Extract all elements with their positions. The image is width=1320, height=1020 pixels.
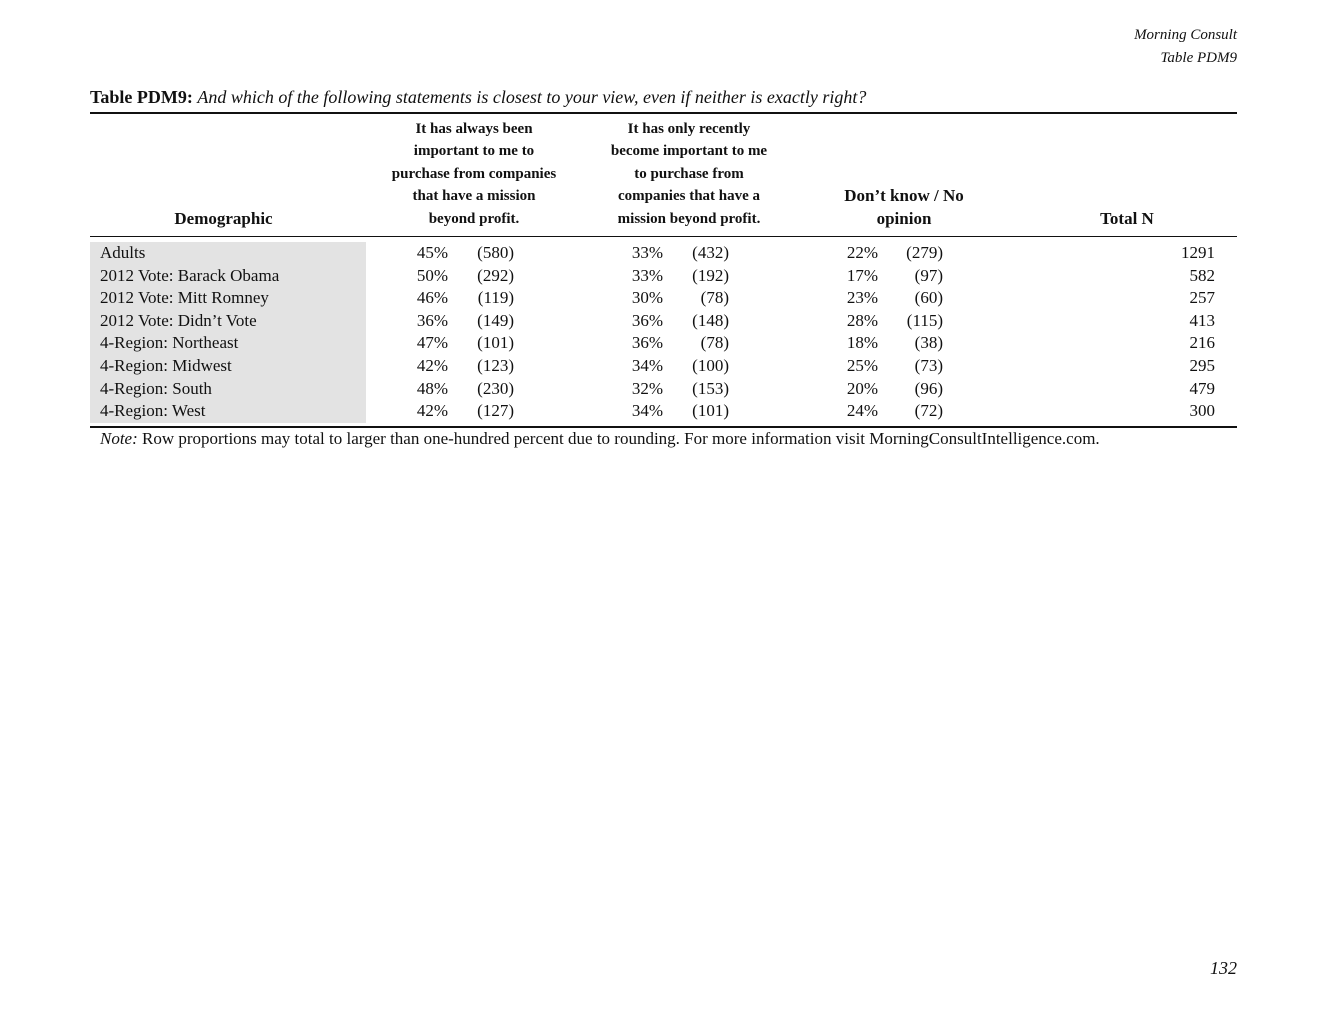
dont-know-count: (72): [914, 401, 943, 421]
table-row: [90, 287, 1237, 310]
dont-know-count: (96): [914, 378, 943, 398]
demographic-label: Adults: [100, 243, 146, 262]
always-important-count: (127): [477, 401, 514, 421]
recently-important-count: (192): [692, 265, 729, 285]
always-important-count: (580): [477, 243, 514, 262]
always-important-percent: 42%: [416, 401, 448, 421]
demographic-label: 4-Region: West: [100, 401, 206, 421]
dont-know-percent: 17%: [846, 265, 878, 285]
header-line: It has only recently: [627, 120, 751, 137]
always-important-count: (149): [477, 310, 514, 330]
header-rule: [90, 236, 1237, 237]
column-header-total-n: Total N: [1100, 209, 1154, 228]
total-n: 413: [1189, 310, 1215, 330]
always-important-percent: 42%: [416, 356, 448, 375]
recently-important-percent: 30%: [631, 288, 663, 308]
dont-know-count: (97): [914, 265, 943, 285]
header-line: to purchase from: [634, 165, 744, 182]
table-row: [90, 355, 1237, 378]
demographic-label: 2012 Vote: Didn’t Vote: [100, 310, 257, 330]
note-label: Note:: [100, 429, 138, 448]
header-line: that have a mission: [412, 188, 536, 204]
column-header-always-important: [374, 118, 574, 231]
table-row: [90, 242, 1237, 265]
demographic-label: 4-Region: Midwest: [100, 356, 232, 375]
table-title-label: Table PDM9:: [90, 87, 193, 107]
always-important-percent: 45%: [416, 243, 448, 262]
dont-know-percent: 20%: [846, 378, 878, 398]
recently-important-percent: 33%: [631, 243, 663, 262]
recently-important-percent: 34%: [631, 401, 663, 421]
recently-important-count: (432): [692, 243, 729, 262]
dont-know-percent: 18%: [846, 333, 878, 353]
demographic-label: 2012 Vote: Mitt Romney: [100, 288, 269, 308]
dont-know-count: (279): [906, 243, 943, 262]
header-line: companies that have a: [617, 188, 761, 204]
always-important-count: (123): [477, 356, 514, 375]
dont-know-percent: 25%: [846, 356, 878, 375]
dont-know-percent: 23%: [846, 288, 878, 308]
recently-important-count: (78): [700, 288, 729, 308]
recently-important-count: (100): [692, 356, 729, 375]
recently-important-count: (153): [692, 378, 729, 398]
dont-know-count: (60): [914, 288, 943, 308]
always-important-percent: 46%: [416, 288, 448, 308]
header-line: purchase from companies: [391, 165, 557, 182]
total-n: 257: [1189, 288, 1215, 308]
recently-important-count: (148): [692, 310, 729, 330]
always-important-count: (119): [477, 288, 514, 308]
column-header-recently-important: [589, 118, 789, 231]
dont-know-percent: 28%: [846, 310, 878, 330]
always-important-percent: 50%: [416, 265, 448, 285]
header-line: opinion: [876, 209, 932, 228]
dont-know-percent: 24%: [846, 401, 878, 421]
total-n: 300: [1189, 401, 1215, 421]
header-line: Don’t know / No: [844, 186, 964, 205]
recently-important-count: (78): [700, 333, 729, 353]
column-header-demographic: Demographic: [174, 209, 273, 228]
recently-important-percent: 36%: [631, 310, 663, 330]
always-important-count: (101): [477, 333, 514, 353]
total-n: 1291: [1181, 243, 1215, 262]
demographic-label: 2012 Vote: Barack Obama: [100, 265, 280, 285]
always-important-percent: 36%: [416, 310, 448, 330]
table-title-question: And which of the following statements is closest to your view, even if neither is exactly right?: [197, 87, 867, 107]
recently-important-percent: 32%: [631, 378, 663, 398]
table-row: [90, 332, 1237, 355]
recently-important-percent: 33%: [631, 265, 663, 285]
total-n: 582: [1189, 265, 1215, 285]
dont-know-count: (38): [914, 333, 943, 353]
table-header-row: [90, 114, 1237, 236]
header-line: mission beyond profit.: [617, 210, 761, 227]
total-n: 216: [1189, 333, 1215, 353]
dont-know-percent: 22%: [846, 243, 878, 262]
table-row: [90, 310, 1237, 333]
table-row: [90, 378, 1237, 401]
always-important-percent: 47%: [416, 333, 448, 353]
table-title: [90, 87, 866, 108]
table-note: [100, 428, 1100, 450]
recently-important-percent: 36%: [631, 333, 663, 353]
recently-important-percent: 34%: [631, 356, 663, 375]
header-line: important to me to: [413, 143, 535, 159]
publisher-name: Morning Consult: [1134, 27, 1237, 43]
page-number: 132: [1210, 958, 1237, 978]
demographic-label: 4-Region: South: [100, 378, 212, 398]
total-n: 479: [1189, 378, 1215, 398]
table-row: [90, 265, 1237, 288]
always-important-count: (230): [477, 378, 514, 398]
total-n: 295: [1189, 356, 1215, 375]
table-id: Table PDM9: [1160, 50, 1237, 66]
running-header: [1134, 24, 1237, 70]
note-text: Row proportions may total to larger than one-hundred percent due to rounding. For more information visit MorningConsultIntelligence.com.: [137, 429, 1100, 448]
column-header-dont-know: [804, 184, 1004, 230]
dont-know-count: (115): [906, 310, 943, 330]
demographic-label: 4-Region: Northeast: [100, 333, 239, 353]
table-row: [90, 400, 1237, 423]
header-line: become important to me: [610, 143, 768, 159]
header-line: beyond profit.: [428, 210, 520, 227]
recently-important-count: (101): [692, 401, 729, 421]
dont-know-count: (73): [914, 356, 943, 375]
always-important-percent: 48%: [416, 378, 448, 398]
header-line: It has always been: [415, 120, 533, 137]
always-important-count: (292): [477, 265, 514, 285]
